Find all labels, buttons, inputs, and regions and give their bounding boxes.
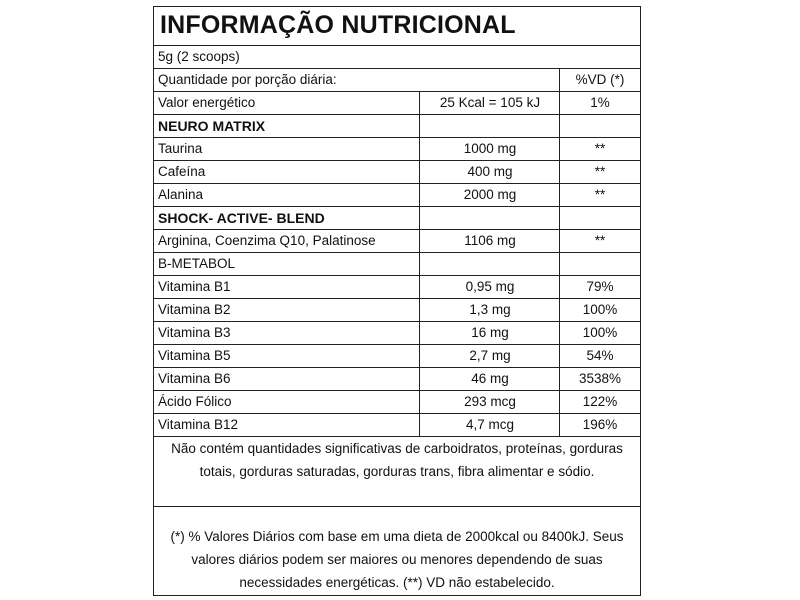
nutrient-name: Vitamina B3 <box>158 325 231 340</box>
note-block-2 <box>154 506 640 595</box>
note-no-significant: Não contém quantidades significativas de carboidratos, proteínas, gorduras totais, gorduras saturadas, gorduras trans, fibra alimentar e sódio. <box>171 441 623 479</box>
nutrient-row <box>154 298 640 321</box>
nutrition-facts-panel <box>153 6 641 596</box>
nutrient-vd: 196% <box>582 417 618 432</box>
nutrient-vd <box>560 253 640 275</box>
header-row <box>154 68 640 91</box>
nutrient-row <box>154 413 640 436</box>
nutrient-name: Taurina <box>158 141 203 156</box>
nutrient-vd: ** <box>594 187 606 202</box>
nutrient-name: B-METABOL <box>158 256 236 271</box>
nutrient-vd: 79% <box>586 279 614 294</box>
nutrient-vd: 122% <box>582 394 618 409</box>
nutrient-amount: 1106 mg <box>464 233 516 248</box>
nutrient-name: Valor energético <box>158 95 256 110</box>
nutrient-amount: 1000 mg <box>463 141 517 156</box>
nutrient-name: Ácido Fólico <box>158 394 232 409</box>
nutrient-amount: 293 mcg <box>464 394 516 409</box>
nutrient-row <box>154 229 640 252</box>
nutrient-row <box>154 275 640 298</box>
nutrient-amount <box>420 253 560 275</box>
nutrient-row <box>154 114 640 137</box>
nutrient-vd <box>560 115 640 137</box>
nutrient-name: Vitamina B2 <box>158 302 231 317</box>
nutrient-row <box>154 183 640 206</box>
nutrient-vd <box>560 207 640 229</box>
nutrient-row <box>154 344 640 367</box>
nutrient-row <box>154 206 640 229</box>
nutrient-amount: 4,7 mcg <box>465 417 515 432</box>
nutrient-amount <box>420 115 560 137</box>
note-block-1 <box>154 436 640 506</box>
nutrient-name: Vitamina B5 <box>158 348 231 363</box>
nutrient-vd: ** <box>594 141 606 156</box>
nutrient-vd: 1% <box>590 95 610 110</box>
serving-row <box>154 45 640 68</box>
nutrient-vd: ** <box>594 233 606 248</box>
nutrient-amount: 2,7 mg <box>469 348 511 363</box>
nutrient-row <box>154 137 640 160</box>
nutrient-vd: 3538% <box>578 371 622 386</box>
nutrient-row <box>154 160 640 183</box>
nutrient-vd: ** <box>594 164 606 179</box>
serving-size: 5g (2 scoops) <box>158 49 240 64</box>
nutrient-amount: 0,95 mg <box>465 279 515 294</box>
header-vd: %VD (*) <box>575 72 625 87</box>
nutrient-row <box>154 390 640 413</box>
nutrient-amount: 2000 mg <box>463 187 517 202</box>
nutrient-name: Vitamina B6 <box>158 371 231 386</box>
header-label: Quantidade por porção diária: <box>158 72 337 87</box>
nutrient-name: NEURO MATRIX <box>158 118 266 134</box>
nutrient-name: Vitamina B1 <box>158 279 231 294</box>
nutrient-row <box>154 252 640 275</box>
nutrient-row <box>154 321 640 344</box>
nutrient-name: Cafeína <box>158 164 206 179</box>
nutrient-vd: 100% <box>582 325 618 340</box>
panel-title: INFORMAÇÃO NUTRICIONAL <box>160 11 516 39</box>
nutrient-vd: 54% <box>586 348 614 363</box>
nutrient-row <box>154 91 640 114</box>
nutrient-amount: 400 mg <box>467 164 513 179</box>
note-daily-values: (*) % Valores Diários com base em uma dieta de 2000kcal ou 8400kJ. Seus valores diários podem ser maiores ou menores dependendo de suas necessidades energéticas. (**) VD não estabelecido. <box>170 529 624 590</box>
nutrient-amount: 25 Kcal = 105 kJ <box>439 95 541 110</box>
nutrient-amount: 46 mg <box>471 371 509 386</box>
nutrient-amount: 1,3 mg <box>469 302 511 317</box>
nutrient-name: Vitamina B12 <box>158 417 239 432</box>
nutrient-row <box>154 367 640 390</box>
nutrient-name: Arginina, Coenzima Q10, Palatinose <box>158 233 376 248</box>
nutrient-vd: 100% <box>582 302 618 317</box>
nutrient-amount: 16 mg <box>471 325 509 340</box>
nutrient-name: Alanina <box>158 187 204 202</box>
nutrient-name: SHOCK- ACTIVE- BLEND <box>158 210 325 226</box>
nutrient-amount <box>420 207 560 229</box>
